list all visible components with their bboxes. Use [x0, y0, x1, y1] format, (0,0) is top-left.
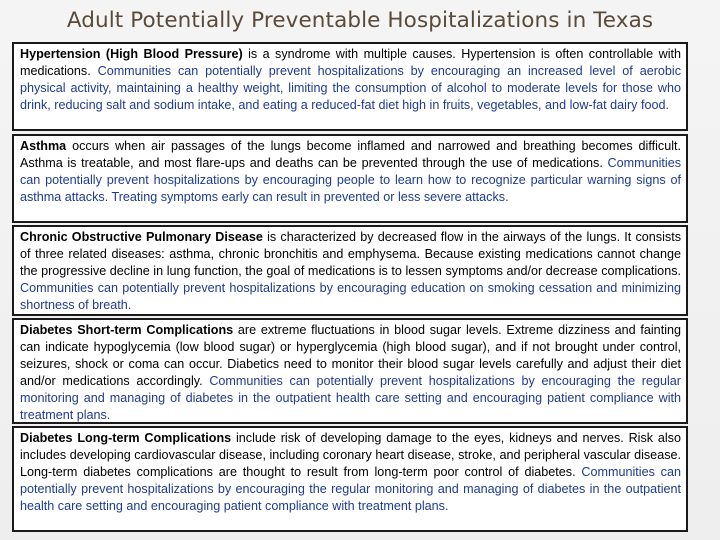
diabetes-short-term-section	[12, 318, 688, 424]
section-description: include risk of developing damage to the eyes, kidneys and nerves. Risk also includes developing cardiovascular disease, including coronary heart disease, stroke, and peripheral vascular disease. Long-term diabetes complications are thought to result from long-term poor control of diabetes.	[20, 431, 681, 479]
copd-section	[12, 225, 688, 316]
diabetes-long-term-section	[12, 426, 688, 532]
hypertension-section	[12, 42, 688, 131]
page-title: Adult Potentially Preventable Hospitalizations in Texas	[66, 8, 654, 33]
section-prevention: Communities can potentially prevent hospitalizations by encouraging an increased level of aerobic physical activity, maintaining a healthy weight, limiting the consumption of alcohol to moderate levels for those who drink, reducing salt and sodium intake, and eating a reduced-fat diet high in fruits, vegetables, and low-fat dairy food.	[20, 64, 681, 112]
section-term: Asthma	[20, 139, 67, 153]
section-description: are extreme fluctuations in blood sugar levels. Extreme dizziness and fainting can indicate hypoglycemia (low blood sugar) or hyperglycemia (high blood sugar), and if not brought under control, seizures, shock or coma can occur. Diabetics need to monitor their blood sugar levels carefully and adjust their diet and/or medications accordingly.	[20, 323, 681, 388]
section-term: Diabetes Short-term Complications	[20, 323, 234, 337]
section-prevention: Communities can potentially prevent hospitalizations by encouraging people to learn how to recognize particular warning signs of asthma attacks. Treating symptoms early can result in prevented or less severe attacks.	[20, 156, 681, 204]
section-prevention: Communities can potentially prevent hospitalizations by encouraging education on smoking cessation and minimizing shortness of breath.	[20, 281, 681, 312]
section-description: occurs when air passages of the lungs become inflamed and narrowed and breathing becomes difficult. Asthma is treatable, and most flare-ups and deaths can be prevented through the use of medications.	[20, 139, 681, 170]
section-term: Diabetes Long-term Complications	[20, 431, 232, 445]
section-description: is characterized by decreased flow in the airways of the lungs. It consists of three related diseases: asthma, chronic bronchitis and emphysema. Because existing medications cannot change the progressive decline in lung function, the goal of medications is to lessen symptoms and/or decrease complications.	[20, 230, 681, 278]
section-description: is a syndrome with multiple causes. Hypertension is often controllable with medications.	[20, 47, 681, 78]
section-term: Hypertension (High Blood Pressure)	[20, 47, 243, 61]
section-term: Chronic Obstructive Pulmonary Disease	[20, 230, 263, 244]
asthma-section	[12, 134, 688, 223]
section-prevention: Communities can potentially prevent hospitalizations by encouraging the regular monitoring and managing of diabetes in the outpatient health care setting and encouraging patient compliance with treatment plans.	[20, 465, 681, 513]
section-prevention: Communities can potentially prevent hospitalizations by encouraging the regular monitoring and managing of diabetes in the outpatient health care setting and encouraging patient compliance with treatment plans.	[20, 374, 682, 422]
